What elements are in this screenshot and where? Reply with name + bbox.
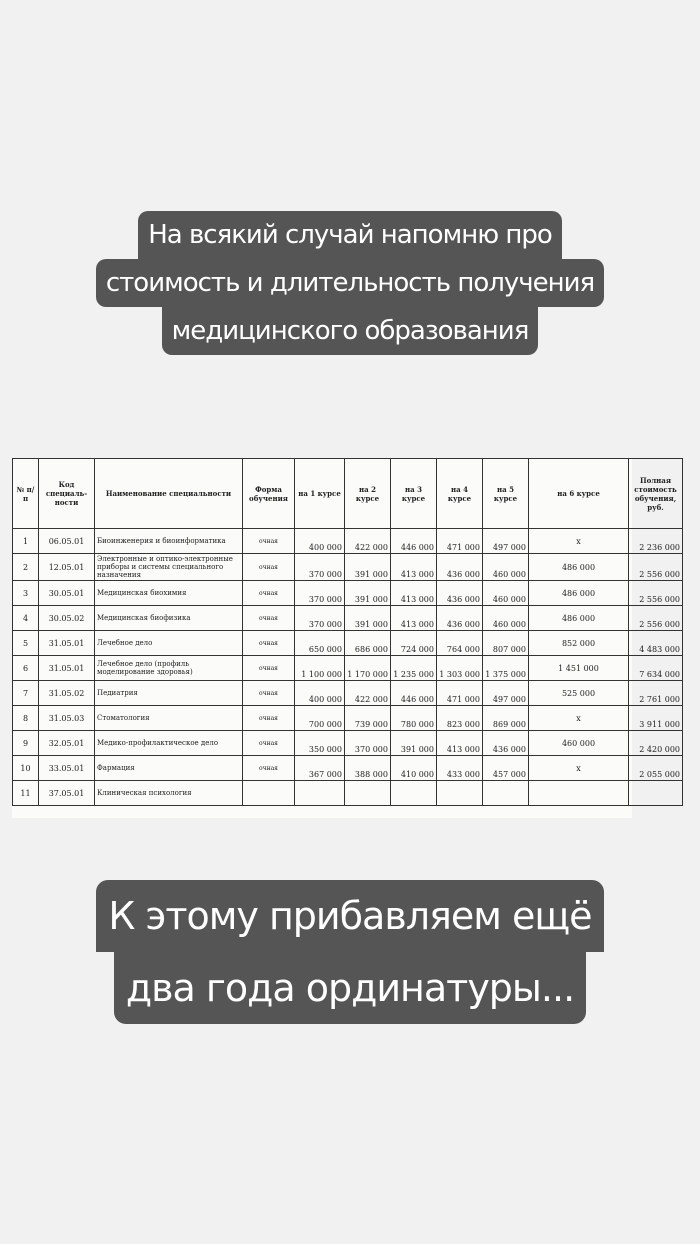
table-row [13,706,683,731]
row-course-3-fee: 724 000 [391,631,437,656]
row-code: 31.05.02 [39,681,95,706]
table-row [13,681,683,706]
row-course-1-fee: 650 000 [295,631,345,656]
row-course-4-fee: 413 000 [437,731,483,756]
row-code: 06.05.01 [39,529,95,554]
table-row [13,606,683,631]
row-total-fee: 3 911 000 [629,706,683,731]
row-course-4-fee: 823 000 [437,706,483,731]
row-course-4-fee [437,781,483,806]
row-study-form: очная [243,656,295,681]
row-course-6-fee: 852 000 [529,631,629,656]
row-course-2-fee: 422 000 [345,681,391,706]
header-course-4: на 4 курсе [437,459,483,529]
row-total-fee: 2 055 000 [629,756,683,781]
row-number: 9 [13,731,39,756]
row-course-6-fee: х [529,706,629,731]
row-course-5-fee: 497 000 [483,529,529,554]
row-number: 11 [13,781,39,806]
row-number: 3 [13,581,39,606]
row-number: 8 [13,706,39,731]
row-course-4-fee: 764 000 [437,631,483,656]
row-specialty: Стоматология [95,706,243,731]
row-study-form: очная [243,681,295,706]
row-course-2-fee: 739 000 [345,706,391,731]
row-course-1-fee: 370 000 [295,606,345,631]
row-course-5-fee: 460 000 [483,554,529,581]
row-course-2-fee: 422 000 [345,529,391,554]
row-number: 5 [13,631,39,656]
row-specialty: Электронные и оптико-электронные приборы и системы специального назначения [95,554,243,581]
row-code: 30.05.02 [39,606,95,631]
header-form: Форма обучения [243,459,295,529]
row-course-2-fee: 370 000 [345,731,391,756]
row-course-3-fee: 446 000 [391,529,437,554]
row-code: 37.05.01 [39,781,95,806]
row-specialty: Медицинская биохимия [95,581,243,606]
row-course-1-fee: 400 000 [295,529,345,554]
row-course-3-fee: 413 000 [391,606,437,631]
header-course-6: на 6 курсе [529,459,629,529]
row-specialty: Лечебное дело [95,631,243,656]
row-course-2-fee: 1 170 000 [345,656,391,681]
row-total-fee: 2 761 000 [629,681,683,706]
row-course-1-fee: 1 100 000 [295,656,345,681]
caption-top-line: медицинского образования [162,307,539,355]
row-code: 12.05.01 [39,554,95,581]
row-course-3-fee [391,781,437,806]
caption-bottom-line: К этому прибавляем ещё [96,880,603,952]
row-course-1-fee: 370 000 [295,581,345,606]
row-course-2-fee: 388 000 [345,756,391,781]
row-course-5-fee: 457 000 [483,756,529,781]
row-total-fee: 7 634 000 [629,656,683,681]
caption-bottom [0,880,700,1024]
row-course-1-fee: 370 000 [295,554,345,581]
row-number: 2 [13,554,39,581]
row-study-form: очная [243,756,295,781]
row-course-4-fee: 433 000 [437,756,483,781]
row-code: 30.05.01 [39,581,95,606]
row-course-4-fee: 436 000 [437,606,483,631]
row-specialty: Лечебное дело (профиль моделирование здоровья) [95,656,243,681]
header-name: Наименование специальности [95,459,243,529]
row-course-1-fee: 367 000 [295,756,345,781]
row-course-4-fee: 471 000 [437,681,483,706]
row-course-2-fee: 391 000 [345,554,391,581]
row-course-1-fee: 350 000 [295,731,345,756]
header-course-1: на 1 курсе [295,459,345,529]
row-specialty: Биоинженерия и биоинформатика [95,529,243,554]
row-number: 6 [13,656,39,681]
row-course-1-fee [295,781,345,806]
row-course-6-fee [529,781,629,806]
header-course-2: на 2 курсе [345,459,391,529]
row-course-3-fee: 413 000 [391,554,437,581]
row-number: 10 [13,756,39,781]
table-row [13,581,683,606]
tuition-table [12,458,683,806]
row-course-5-fee [483,781,529,806]
row-course-2-fee: 391 000 [345,606,391,631]
row-total-fee: 2 420 000 [629,731,683,756]
row-course-6-fee: 460 000 [529,731,629,756]
row-total-fee: 2 556 000 [629,606,683,631]
row-course-5-fee: 869 000 [483,706,529,731]
row-study-form: очная [243,554,295,581]
table-row [13,731,683,756]
row-total-fee: 2 556 000 [629,581,683,606]
row-total-fee: 4 483 000 [629,631,683,656]
header-num: № п/п [13,459,39,529]
row-study-form [243,781,295,806]
table-row [13,529,683,554]
row-course-6-fee: 486 000 [529,606,629,631]
row-number: 4 [13,606,39,631]
table-row [13,756,683,781]
row-course-5-fee: 460 000 [483,606,529,631]
row-total-fee: 2 556 000 [629,554,683,581]
row-total-fee: 2 236 000 [629,529,683,554]
row-number: 1 [13,529,39,554]
row-specialty: Клиническая психология [95,781,243,806]
row-course-3-fee: 391 000 [391,731,437,756]
row-course-3-fee: 1 235 000 [391,656,437,681]
table-row [13,631,683,656]
row-course-6-fee: х [529,756,629,781]
header-code: Код специаль-ности [39,459,95,529]
caption-top-line: стоимость и длительность получения [96,259,604,307]
row-course-5-fee: 807 000 [483,631,529,656]
row-study-form: очная [243,706,295,731]
row-course-6-fee: 486 000 [529,554,629,581]
row-course-6-fee: 1 451 000 [529,656,629,681]
row-course-4-fee: 436 000 [437,581,483,606]
row-study-form: очная [243,631,295,656]
row-specialty: Медико-профилактическое дело [95,731,243,756]
row-specialty: Педиатрия [95,681,243,706]
header-course-3: на 3 курсе [391,459,437,529]
row-study-form: очная [243,581,295,606]
tuition-table-photo [12,458,680,818]
row-code: 32.05.01 [39,731,95,756]
row-specialty: Медицинская биофизика [95,606,243,631]
row-course-2-fee: 686 000 [345,631,391,656]
caption-bottom-line: два года ординатуры... [114,952,586,1024]
caption-top [0,211,700,355]
table-row [13,656,683,681]
row-course-2-fee [345,781,391,806]
row-course-4-fee: 436 000 [437,554,483,581]
row-code: 31.05.03 [39,706,95,731]
row-course-3-fee: 413 000 [391,581,437,606]
row-course-5-fee: 436 000 [483,731,529,756]
row-course-5-fee: 1 375 000 [483,656,529,681]
row-course-1-fee: 400 000 [295,681,345,706]
header-course-5: на 5 курсе [483,459,529,529]
row-course-3-fee: 780 000 [391,706,437,731]
row-study-form: очная [243,731,295,756]
row-course-2-fee: 391 000 [345,581,391,606]
row-study-form: очная [243,529,295,554]
row-number: 7 [13,681,39,706]
table-header-row [13,459,683,529]
row-course-4-fee: 1 303 000 [437,656,483,681]
row-course-5-fee: 497 000 [483,681,529,706]
table-row [13,781,683,806]
row-study-form: очная [243,606,295,631]
row-course-4-fee: 471 000 [437,529,483,554]
row-course-6-fee: 525 000 [529,681,629,706]
row-course-1-fee: 700 000 [295,706,345,731]
row-code: 31.05.01 [39,656,95,681]
row-course-6-fee: х [529,529,629,554]
row-code: 31.05.01 [39,631,95,656]
row-course-5-fee: 460 000 [483,581,529,606]
row-total-fee [629,781,683,806]
header-total: Полная стоимость обучения, руб. [629,459,683,529]
row-code: 33.05.01 [39,756,95,781]
row-course-3-fee: 446 000 [391,681,437,706]
row-course-6-fee: 486 000 [529,581,629,606]
row-specialty: Фармация [95,756,243,781]
row-course-3-fee: 410 000 [391,756,437,781]
table-row [13,554,683,581]
caption-top-line: На всякий случай напомню про [138,211,562,259]
